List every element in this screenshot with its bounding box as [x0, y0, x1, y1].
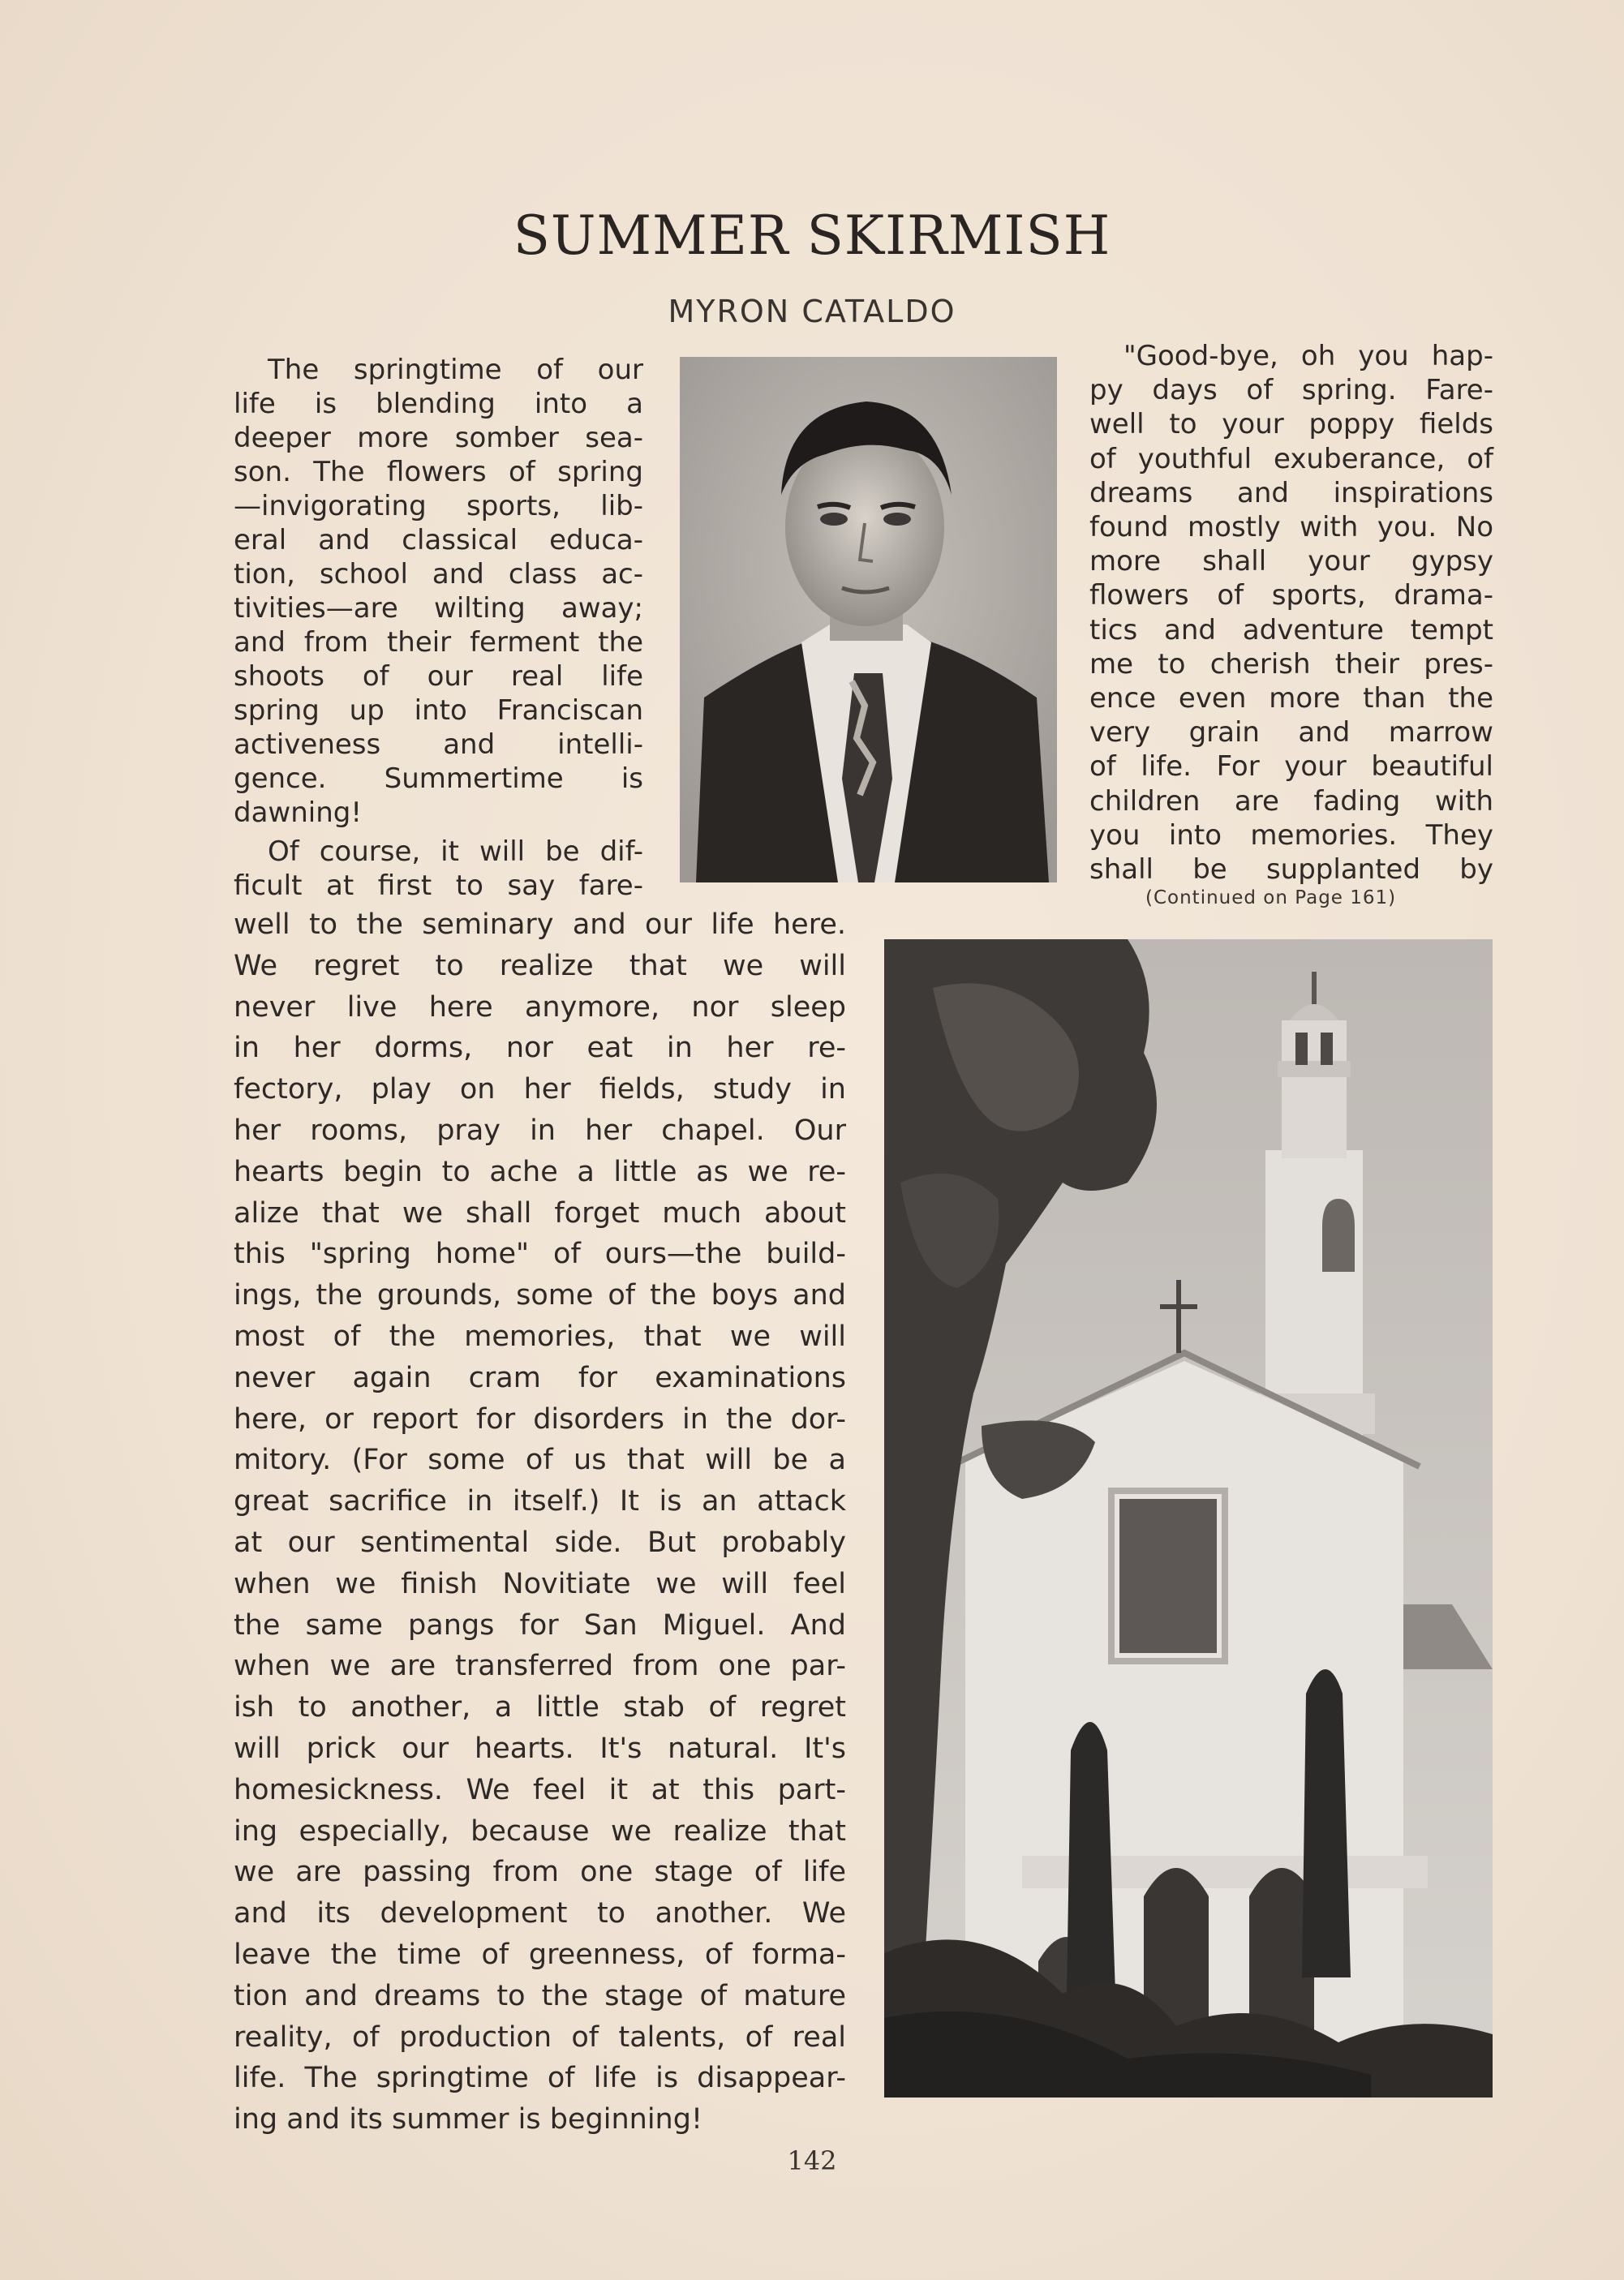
page-number: 142	[787, 2145, 837, 2176]
text-line: reality, of production of talents, of real	[234, 2020, 846, 2054]
text-line: fectory, play on her fields, study in	[234, 1073, 846, 1106]
text-line: tion and dreams to the stage of mature	[234, 1979, 846, 2012]
continued-note: (Continued on Page 161)	[1145, 887, 1397, 908]
text-line: never live here anymore, nor sleep	[234, 990, 846, 1024]
portrait-illustration	[680, 357, 1057, 882]
text-line: "Good-bye, oh you hap-	[1123, 340, 1493, 372]
text-line: gence. Summertime is	[234, 762, 643, 795]
text-line: very grain and marrow	[1089, 716, 1493, 749]
text-line: deeper more somber sea-	[234, 422, 643, 454]
text-line: tics and adventure tempt	[1089, 613, 1493, 646]
text-line: life. The springtime of life is disappear-	[234, 2062, 846, 2095]
text-line: homesickness. We feel it at this part-	[234, 1773, 846, 1806]
text-line: The springtime of our	[268, 354, 643, 386]
bottom-column-text	[234, 904, 846, 2140]
text-line: spring up into Franciscan	[234, 694, 643, 727]
text-line: life is blending into a	[234, 388, 643, 420]
text-line: and its development to another. We	[234, 1897, 846, 1930]
text-line: of youthful exuberance, of	[1089, 442, 1493, 475]
portrait-photo	[680, 357, 1057, 882]
right-column-text	[1089, 339, 1493, 887]
text-line: we are passing from one stage of life	[234, 1856, 846, 1889]
article-title: SUMMER SKIRMISH	[513, 204, 1111, 267]
text-line: never again cram for examinations	[234, 1361, 846, 1394]
text-line: shoots of our real life	[234, 660, 643, 693]
text-line: Of course, it will be dif-	[268, 835, 643, 868]
text-line: ish to another, a little stab of regret	[234, 1691, 846, 1724]
text-line: son. The flowers of spring	[234, 456, 643, 488]
text-line: in her dorms, nor eat in her re-	[234, 1032, 846, 1065]
text-line: this "spring home" of ours—the build-	[234, 1238, 846, 1271]
text-line: more shall your gypsy	[1089, 545, 1493, 578]
church-illustration	[884, 939, 1493, 2098]
text-line: py days of spring. Fare-	[1089, 374, 1493, 407]
text-line: eral and classical educa-	[234, 524, 643, 556]
article-author: MYRON CATALDO	[668, 294, 956, 329]
text-line: ence even more than the	[1089, 682, 1493, 715]
text-line: ing and its summer is beginning!	[234, 2103, 702, 2136]
text-line: alize that we shall forget much about	[234, 1196, 846, 1230]
text-line: me to cherish their pres-	[1089, 647, 1493, 681]
text-line: well to the seminary and our life here.	[234, 908, 846, 941]
text-line: ing especially, because we realize that	[234, 1814, 846, 1848]
text-line: of life. For your beautiful	[1089, 750, 1493, 784]
text-line: and from their ferment the	[234, 626, 643, 659]
text-line: activeness and intelli-	[234, 728, 643, 761]
left-column-text	[234, 353, 643, 903]
text-line: dawning!	[234, 796, 362, 829]
mission-church-photo	[884, 939, 1493, 2098]
text-line: the same pangs for San Miguel. And	[234, 1608, 846, 1642]
text-line: great sacrifice in itself.) It is an attack	[234, 1485, 846, 1518]
text-line: ings, the grounds, some of the boys and	[234, 1279, 846, 1312]
text-line: found mostly with you. No	[1089, 511, 1493, 544]
text-line: at our sentimental side. But probably	[234, 1526, 846, 1559]
text-line: tion, school and class ac-	[234, 558, 643, 590]
text-line: most of the memories, that we will	[234, 1320, 846, 1353]
text-line: dreams and inspirations	[1089, 476, 1493, 509]
text-line: her rooms, pray in her chapel. Our	[234, 1114, 846, 1147]
text-line: here, or report for disorders in the dor-	[234, 1402, 846, 1436]
text-line: ficult at first to say fare-	[234, 869, 643, 902]
text-line: We regret to realize that we will	[234, 949, 846, 982]
text-line: hearts begin to ache a little as we re-	[234, 1155, 846, 1188]
text-line: when we finish Novitiate we will feel	[234, 1567, 846, 1600]
text-line: leave the time of greenness, of forma-	[234, 1938, 846, 1971]
text-line: children are fading with	[1089, 784, 1493, 818]
text-line: will prick our hearts. It's natural. It's	[234, 1732, 846, 1765]
text-line: when we are transferred from one par-	[234, 1650, 846, 1683]
text-line: well to your poppy fields	[1089, 408, 1493, 441]
text-line: tivities—are wilting away;	[234, 592, 643, 625]
text-line: —invigorating sports, lib-	[234, 490, 643, 522]
text-line: you into memories. They	[1089, 818, 1493, 852]
text-line: mitory. (For some of us that will be a	[234, 1444, 846, 1477]
text-line: shall be supplanted by	[1089, 853, 1493, 887]
text-line: flowers of sports, drama-	[1089, 579, 1493, 612]
